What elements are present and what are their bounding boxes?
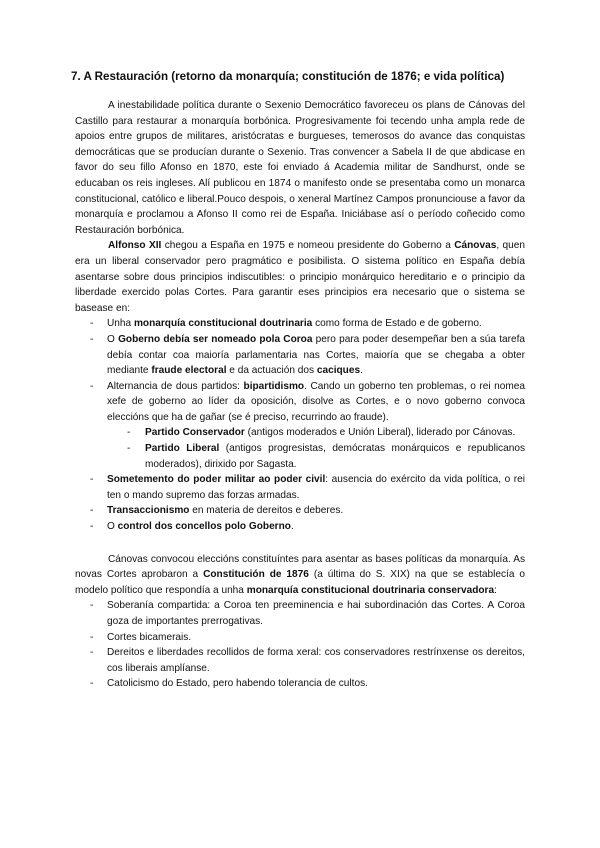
text: Unha (107, 318, 134, 330)
paragraph-alfonso (75, 238, 525, 316)
bold-text: Partido Liberal (145, 443, 220, 455)
text: (antigos progresistas, demócratas monárquicos e republicanos moderados), dirixido por Sagasta. (145, 443, 525, 470)
bold-text: Alfonso XII (108, 240, 162, 252)
text: Cánovas convocou eleccións constituíntes para asentar as bases políticas da monarquía. As novas Cortes aprobaron a (75, 553, 525, 581)
text: e da actuación dos (226, 365, 317, 377)
bold-text: Sometemento do poder militar ao poder civil (107, 474, 326, 486)
text: . Cando un goberno ten problemas, o rei nomea xefe de goberno ao líder da oposición, disolve as Cortes, e o novo goberno convoca eleccións que ha de gañar (se é preciso, recurrindo ao fraude). (107, 380, 525, 423)
text: , quen era un liberal conservador pero pragmático e posibilista. O sistema político en España debía asentarse sobre dous principios indiscutibles: o principio monárquico hereditario e o principio da liberdade exercido polas Cortes. Para garantir eses principios era necesario que o sistema se basease en: (75, 240, 525, 314)
bold-text: caciques (316, 365, 361, 377)
list-item (75, 519, 525, 535)
section-title: 7. A Restauración (retorno da monarquía; constitución de 1876; e vida política) (71, 70, 505, 83)
paragraph-constitution (75, 552, 525, 599)
bold-text: Goberno debía ser nomeado pola Coroa (118, 333, 313, 345)
text: pero para poder desempeñar ben a súa tarefa debía contar coa maioría parlamentaria nas Cortes, maioría que se chegaba a obter mediante (107, 333, 526, 377)
list-item (75, 425, 525, 441)
bold-text: Constitución de 1876 (203, 569, 309, 581)
list-item: - Dereitos e liberdades recollidos de forma xeral: cos conservadores restrínxense os dereitos, cos liberais amplíanse. (75, 645, 525, 676)
system-bases-list (75, 316, 525, 534)
paragraph-intro: A inestabilidade política durante o Sexenio Democrático favoreceu os plans de Cánovas del Castillo para restaurar a monarquía borbónica. Progresivamente foi tecendo unha ampla rede de apoios entre grupos de militares, aristócratas e burgueses, temerosos do avance das conquistas democráticas que se producían durante o Sexenio. Tras convencer a Sabela II de que abdicase en favor do seu fillo Afonso en 1870, este foi enviado á Academia militar de Sandhurst, onde se educaban os reis ingleses. Alí publicou en 1874 o manifesto onde se presentaba como un monarca constitucional, católico e liberal.Pouco despois, o xeneral Martínez Campos pronunciouse a favor da monarquía e proclamou a Afonso II como rei de España. Iniciábase así o período coñecido como Restauración borbónica. (75, 100, 525, 236)
list-item (75, 503, 525, 519)
list-item: - Soberanía compartida: a Coroa ten preeminencia e hai subordinación das Cortes. A Coroa goza de importantes prerrogativas. (75, 598, 525, 629)
list-item: - Catolicismo do Estado, pero habendo tolerancia de cultos. (75, 676, 525, 692)
document-body (75, 98, 525, 692)
list-item (75, 332, 525, 379)
bold-text: bipartidismo (243, 380, 305, 392)
bold-text: Cánovas (454, 240, 497, 252)
list-item (75, 379, 525, 473)
text: . (360, 365, 363, 377)
text: en materia de dereitos e deberes. (189, 505, 344, 517)
list-item (75, 441, 525, 472)
constitution-features-list (75, 598, 525, 692)
text: O (107, 521, 118, 533)
paragraph-spacer (75, 535, 525, 552)
bold-text: control dos concellos polo Goberno (117, 521, 291, 533)
text: O (107, 333, 119, 345)
parties-sublist (75, 425, 525, 472)
text: Alternancia de dous partidos: (107, 380, 244, 392)
bold-text: monarquía constitucional doutrinaria conservadora (246, 584, 495, 596)
text: como forma de Estado e de goberno. (312, 318, 482, 330)
text: : (494, 584, 497, 596)
bold-text: fraude electoral (151, 365, 227, 377)
list-item (75, 472, 525, 503)
list-item (75, 316, 525, 332)
text: (a última do S. XIX) na que se establecía o modelo político que respondía a unha (75, 569, 525, 596)
list-item: - Cortes bicamerais. (75, 630, 525, 646)
text: : ausencia do exército da vida política, o rei ten o mando supremo das forzas armadas. (107, 474, 525, 501)
text: . (290, 521, 294, 533)
bold-text: monarquía constitucional doutrinaria (133, 318, 313, 330)
text: chegou a España en 1975 e nomeou presidente do Goberno a (161, 240, 455, 252)
bold-text: Partido Conservador (145, 427, 245, 439)
text: (antigos moderados e Unión Liberal), liderado por Cánovas. (244, 427, 516, 439)
bold-text: Transaccionismo (107, 505, 190, 517)
